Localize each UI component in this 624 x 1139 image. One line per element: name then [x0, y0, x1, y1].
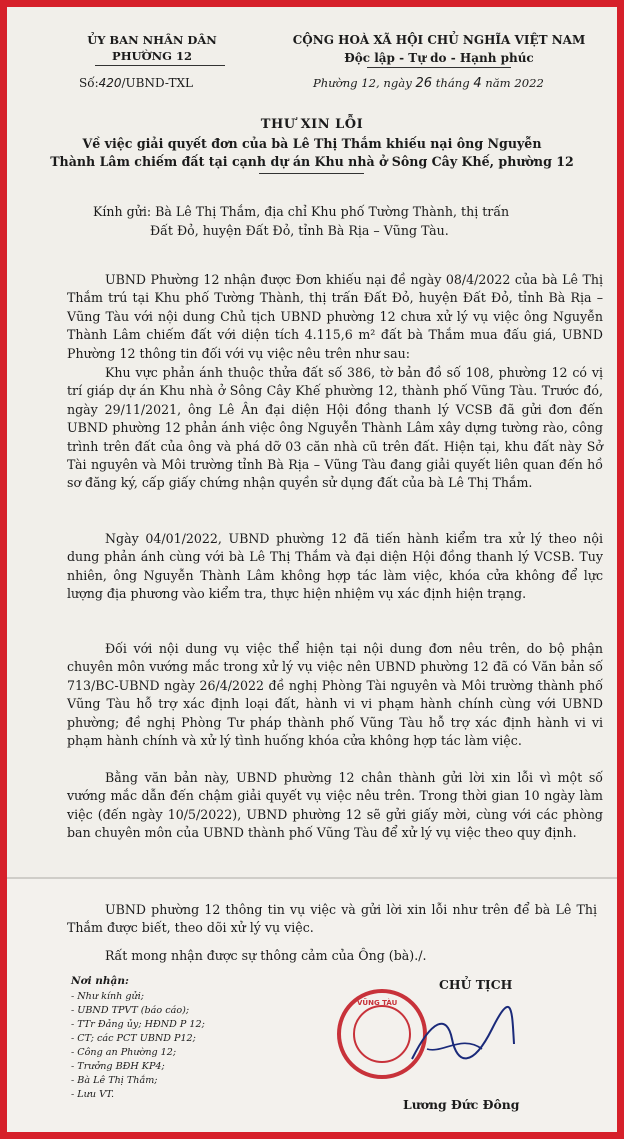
recipients-item: - Trưởng BĐH KP4; [71, 1061, 165, 1072]
org-underline [95, 65, 225, 66]
org-ward: PHƯỜNG 12 [112, 49, 192, 63]
doc-number [79, 76, 193, 90]
recipients-item: - Như kính gửi; [71, 991, 145, 1002]
date-day: 26 [415, 76, 432, 91]
letter-page-1 [7, 7, 617, 877]
subject-underline [259, 173, 364, 174]
signer-name: Lương Đức Đông [403, 1097, 520, 1112]
recipients-title: Nơi nhận: [71, 975, 129, 987]
signer-position: CHỦ TỊCH [439, 977, 513, 992]
recipients-item: - Công an Phường 12; [71, 1047, 177, 1058]
date-prefix: Phường 12, ngày [313, 76, 412, 90]
org-name: ỦY BAN NHÂN DÂN [87, 33, 217, 47]
recipients-item: - UBND TPVT (báo cáo); [71, 1005, 190, 1016]
paragraph-2: Khu vực phản ánh thuộc thửa đất số 386, tờ bản đồ số 108, phường 12 có vị trí giáp dự án Khu nhà ở Sông Cây Khế phường 12, thành phố Vũng Tàu. Trước đó, ngày 29/11/2021, ông Lê Ân đại diện Hội đồng thanh lý VCSB đã gửi đơn đến UBND phường 12 phản ánh việc ông Nguyễn Thành Lâm xây dựng tường rào, công trình trên đất của ông và phá dỡ 03 căn nhà cũ trên đất. Hiện tại, khu đất này Sở Tài nguyên và Môi trường tỉnh Bà Rịa – Vũng Tàu đang giải quyết liên quan đến hồ sơ đăng ký, cấp giấy chứng nhận quyền sử dụng đất của bà Lê Thị Thắm. [67, 365, 603, 491]
country-motto: Độc lập - Tự do - Hạnh phúc [344, 51, 534, 65]
doc-number-prefix: Số: [79, 76, 99, 90]
paragraph-1: UBND Phường 12 nhận được Đơn khiếu nại đề ngày 08/4/2022 của bà Lê Thị Thắm trú tại Khu phố Tường Thành, thị trấn Đất Đỏ, huyện Đất Đỏ, tỉnh Bà Rịa – Vũng Tàu với nội dung Chủ tịch UBND phường 12 chưa xử lý vụ việc ông Nguyễn Thành Lâm chiếm đất với diện tích 4.115,6 m² đất bà Thắm mua đấu giá, UBND Phường 12 thông tin đối với vụ việc nêu trên như sau: [67, 272, 603, 361]
document-frame [7, 7, 617, 1132]
motto-underline [367, 67, 511, 68]
recipients-item: - TTr Đảng ủy; HĐND P 12; [71, 1019, 205, 1030]
stamp-text: VŨNG TÀU [357, 999, 398, 1007]
letter-page-2 [7, 879, 617, 1132]
issue-date [313, 76, 544, 91]
paragraph-4: Đối với nội dung vụ việc thể hiện tại nội dung đơn nêu trên, do bộ phận chuyên môn vướng mắc trong xử lý vụ việc nên UBND phường 12 đã có Văn bản số 713/BC-UBND ngày 26/4/2022 đề nghị Phòng Tài nguyên và Môi trường thành phố Vũng Tàu hỗ trợ xác định loại đất, hành vi vi phạm hành chính cùng với UBND phường; đề nghị Phòng Tư pháp thành phố Vũng Tàu hỗ trợ xác định hành vi vi phạm hành chính và xử lý tình huống khóa cửa không hợp tác làm việc. [67, 641, 603, 749]
subject-line-2: Thành Lâm chiếm đất tại cạnh dự án Khu nhà ở Sông Cây Khế, phường 12 [50, 154, 574, 169]
doc-number-handwritten: 420 [98, 76, 122, 90]
date-month-label: tháng [435, 76, 470, 90]
handwritten-signature [402, 999, 522, 1079]
recipients-item: - Bà Lê Thị Thắm; [71, 1075, 158, 1086]
recipient-line-1: Kính gửi: Bà Lê Thị Thắm, địa chỉ Khu phố Tường Thành, thị trấn [93, 204, 510, 219]
letter-title: THƯ XIN LỖI [260, 117, 364, 132]
paragraph-3: Ngày 04/01/2022, UBND phường 12 đã tiến hành kiểm tra xử lý theo nội dung phản ánh cùng với bà Lê Thị Thắm và đại diện Hội đồng thanh lý VCSB. Tuy nhiên, ông Nguyễn Thành Lâm không hợp tác làm việc, khóa cửa không để lực lượng địa phương vào kiểm tra, thực hiện nhiệm vụ xác định hiện trạng. [67, 531, 603, 602]
subject-line-1: Về việc giải quyết đơn của bà Lê Thị Thắm khiếu nại ông Nguyễn [82, 136, 542, 151]
doc-number-suffix: /UBND-TXL [121, 76, 193, 90]
date-year: năm 2022 [485, 76, 544, 90]
recipients-item: - CT; các PCT UBND P12; [71, 1033, 196, 1044]
recipients-item: - Lưu VT. [71, 1089, 115, 1100]
closing-paragraph-2: Rất mong nhận được sự thông cảm của Ông (bà)./. [105, 948, 427, 963]
closing-paragraph-1: UBND phường 12 thông tin vụ việc và gửi lời xin lỗi như trên để bà Lê Thị Thắm được biết, theo dõi xử lý vụ việc. [67, 902, 597, 936]
recipient-line-2: Đất Đỏ, huyện Đất Đỏ, tỉnh Bà Rịa – Vũng Tàu. [150, 223, 449, 238]
country-name: CỘNG HOÀ XÃ HỘI CHỦ NGHĨA VIỆT NAM [292, 33, 586, 47]
date-month: 4 [473, 76, 482, 91]
paragraph-5: Bằng văn bản này, UBND phường 12 chân thành gửi lời xin lỗi vì một số vướng mắc dẫn đến chậm giải quyết vụ việc nêu trên. Trong thời gian 10 ngày làm việc (đến ngày 10/5/2022), UBND phường 12 sẽ gửi giấy mời, cùng với các phòng ban chuyên môn của UBND thành phố Vũng Tàu để xử lý vụ việc theo quy định. [67, 770, 603, 841]
